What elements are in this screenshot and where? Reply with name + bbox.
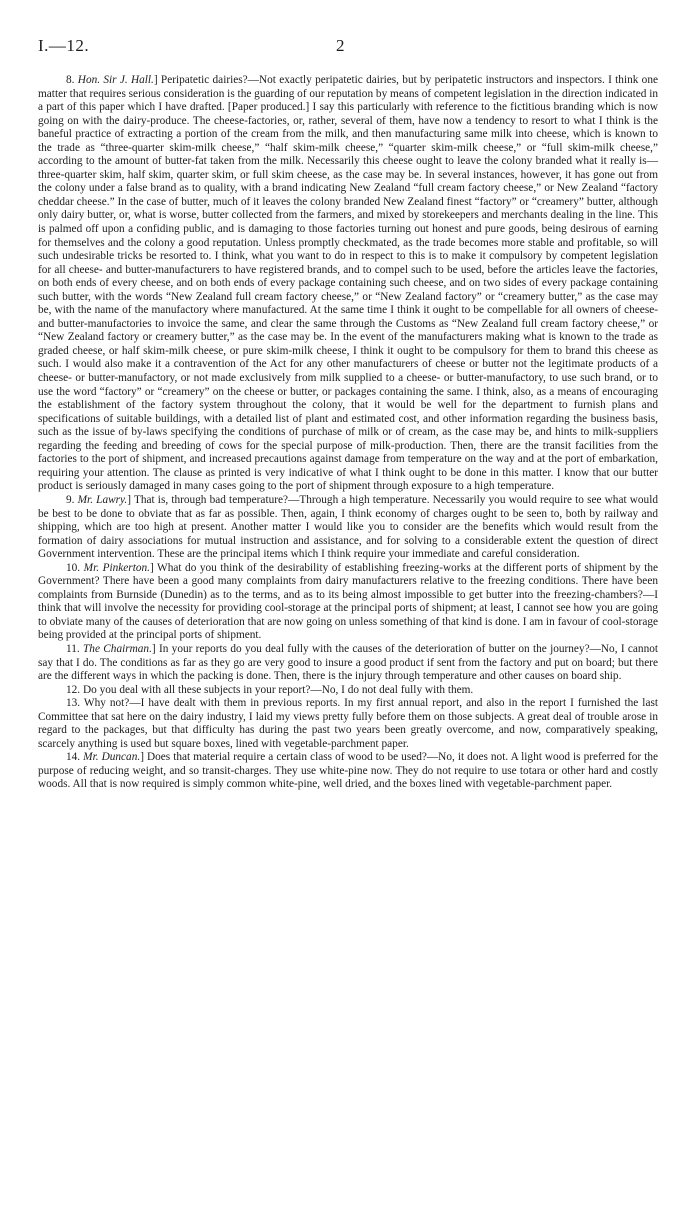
question-number: 13. [66,697,81,710]
paragraph-text: ] Does that material require a certain class of wood to be used?—No, it does not. A light wood is preferred for the purpose of reducing weight, and so transit-charges. They use white-pine now. They do not require to use totara or other hard and costly woods. All that is now required is simply common white-pine, well dried, and the boxes lined with vegetable-parchment paper. [38,751,659,791]
paragraph-13 [38,697,658,751]
document-reference: I.—12. [38,36,90,55]
question-number: 9. [66,493,75,506]
speaker-name: Mr. Duncan. [83,751,141,764]
paragraph-text: ] What do you think of the desirability of establishing freezing-works at the different ports of shipment by the Government? There have been a good many complaints from dairy manufacturers relative to the freezing conditions. There have been complaints from Burnside (Dunedin) as to the terms, and as to its being almost impossible to get butter into the freezing-chambers?—I think that will involve the necessity for providing cool-storage at the principal ports of shipment; at least, I cannot see how you are going to obviate many of the causes of deterioration that are now going on unless something of that kind is done. I am in favour of cool-storage being provided at the principal ports of shipment. [38,561,659,642]
paragraph-text: ] That is, through bad temperature?—Through a high temperature. Necessarily you would require to see what would be best to be done to obviate that as far as possible. Then, again, I think economy of charges ought to be seen to, both by railway and shipping, which are too high at present. Another matter I would like you to consider are the benefits which would result from the formation of dairy associations for mutual instruction and assistance, and for solving to a considerable extent the question of direct Government intervention. These are the principal items which I think require your immediate and careful consideration. [38,493,658,561]
paragraph-11 [38,643,658,684]
paragraph-10 [38,562,658,643]
paragraph-9 [38,494,658,562]
body-text [38,74,658,792]
question-number: 11. [66,642,80,655]
paragraph-8 [38,74,658,494]
question-number: 10. [66,561,81,574]
question-number: 12. [66,683,81,696]
paragraph-12 [38,684,658,698]
paragraph-14 [38,751,658,792]
paragraph-text: Why not?—I have dealt with them in previous reports. In my first annual report, and also in the report I furnished the last Committee that sat here on the dairy industry, I laid my views pretty fully before them on those subjects. A great deal of trouble arose in regard to the packages, but that difficulty has during the past two years been greatly overcome, and now, comparatively speaking, scarcely anything is used but square boxes, lined with vegetable-parchment paper. [38,697,658,750]
page-header [38,28,658,62]
question-number: 8. [66,74,75,86]
speaker-name: Mr. Lawry. [77,493,128,506]
paragraph-text: ] Peripatetic dairies?—Not exactly peripatetic dairies, but by peripatetic instructors and inspectors. I think one matter that requires serious consideration is the guarding of our reputation by means of competent legislation in the direction indicated in a part of this paper which I have drafted. [Paper produced.] I say this particularly with reference to the fictitious branding which is now going on with the dairy-produce. The cheese-factories, or, rather, several of them, have now a tendency to resort to what I think is the baneful practice of extracting a portion of the cream from the milk, and then manufacturing same milk into cheese, which is known to the trade as “three-quarter skim-milk cheese,” “half skim-milk cheese,” “quarter skim-milk cheese,” or “full skim-milk cheese,” according to the amount of butter-fat taken from the milk. Necessarily this cheese ought to leave the colony branded what it really is—three-quarter skim, half skim, quarter skim, or full skim cheese, as the case may be. In several instances, however, it has gone out from the colony under a false brand as to quality, with a brand indicating New Zealand “full cream factory cheese,” or New Zealand “factory cheddar cheese.” In the case of butter, much of it leaves the colony branded New Zealand finest “factory” or “creamery” butter, although only dairy butter, or, what is worse, butter collected from the farmers, and mixed by storekeepers and merchants dealing in the line. This is palmed off upon a confiding public, and is damaging to those factories turning out honest and pure goods, being desirous of earning for themselves and the colony a good reputation. Unless promptly checkmated, as the trade becomes more stable and profitable, so will such undesirable tricks be resorted to. I think, what you want to do in respect to this is to make it compulsory by competent legislation for all cheese- and butter-manufacturers to have registered brands, and to compel such to be used, before the articles leave the factories, on both ends of every cheese, and on both ends of every package containing such cheese, and on two sides of every package containing such butter, with the words “New Zealand full cream factory cheese,” or “New Zealand factory” or “creamery butter,” as the case may be, with the name of the manufactory where manufactured. At the same time I think it ought to be compellable for all owners of cheese- and butter-manufactories to invoice the same, and clear the same through the Customs as “New Zealand full cream factory cheese,” or “New Zealand factory or creamery butter,” as the case may be. In the event of the manufacturers making what is known to the trade as graded cheese, or half skim-milk cheese, or pure skim-milk cheese, I think it ought to be compulsory for them to brand this cheese as such. I would also make it a contravention of the Act for any other manufacturers of cheese or butter not the legitimate products of a cheese- or butter-manufactory, or not made exclusively from milk supplied to a cheese- or butter-manufactory, to use such brand, or to use the word “factory” or “creamery” on the cheese or butter, or packages containing the same. I think, also, as a means of encouraging the establishment of the factory system throughout the colony, that it would be well for the department to furnish plans and specifications of suitable buildings, with a detailed list of plant and estimated cost, and other information regarding the business basis, such as the issue of by-laws specifying the conditions of purchase of milk or of cream, as the case may be, and hints to milk-suppliers regarding the feeding and breeding of cows for the special purpose of milk-production. Then, there are the transit facilities from the factories to the port of shipment, and increased precautions against damage from temperature on the way and at the port of embarkation, requiring your attention. The clause as printed is very indicative of what I think ought to be done in this matter. I know that our butter product is seriously damaged in many cases going to the port of shipment through exposure to a high temperature. [38,74,658,493]
page-number: 2 [336,36,345,55]
speaker-name: The Chairman. [83,642,152,655]
paragraph-text: ] In your reports do you deal fully with the causes of the deterioration of butter on the journey?—No, I cannot say that I do. The conditions as far as they go are very good to insure a good product if sent from the factory and put on board; but there are the different ways in which the packing is done. Then, there is the injury through temperature and other causes on board ship. [38,642,658,683]
speaker-name: Hon. Sir J. Hall. [77,74,154,86]
question-number: 14. [66,751,81,764]
paragraph-text: Do you deal with all these subjects in your report?—No, I do not deal fully with them. [82,683,474,696]
speaker-name: Mr. Pinkerton. [83,561,150,574]
